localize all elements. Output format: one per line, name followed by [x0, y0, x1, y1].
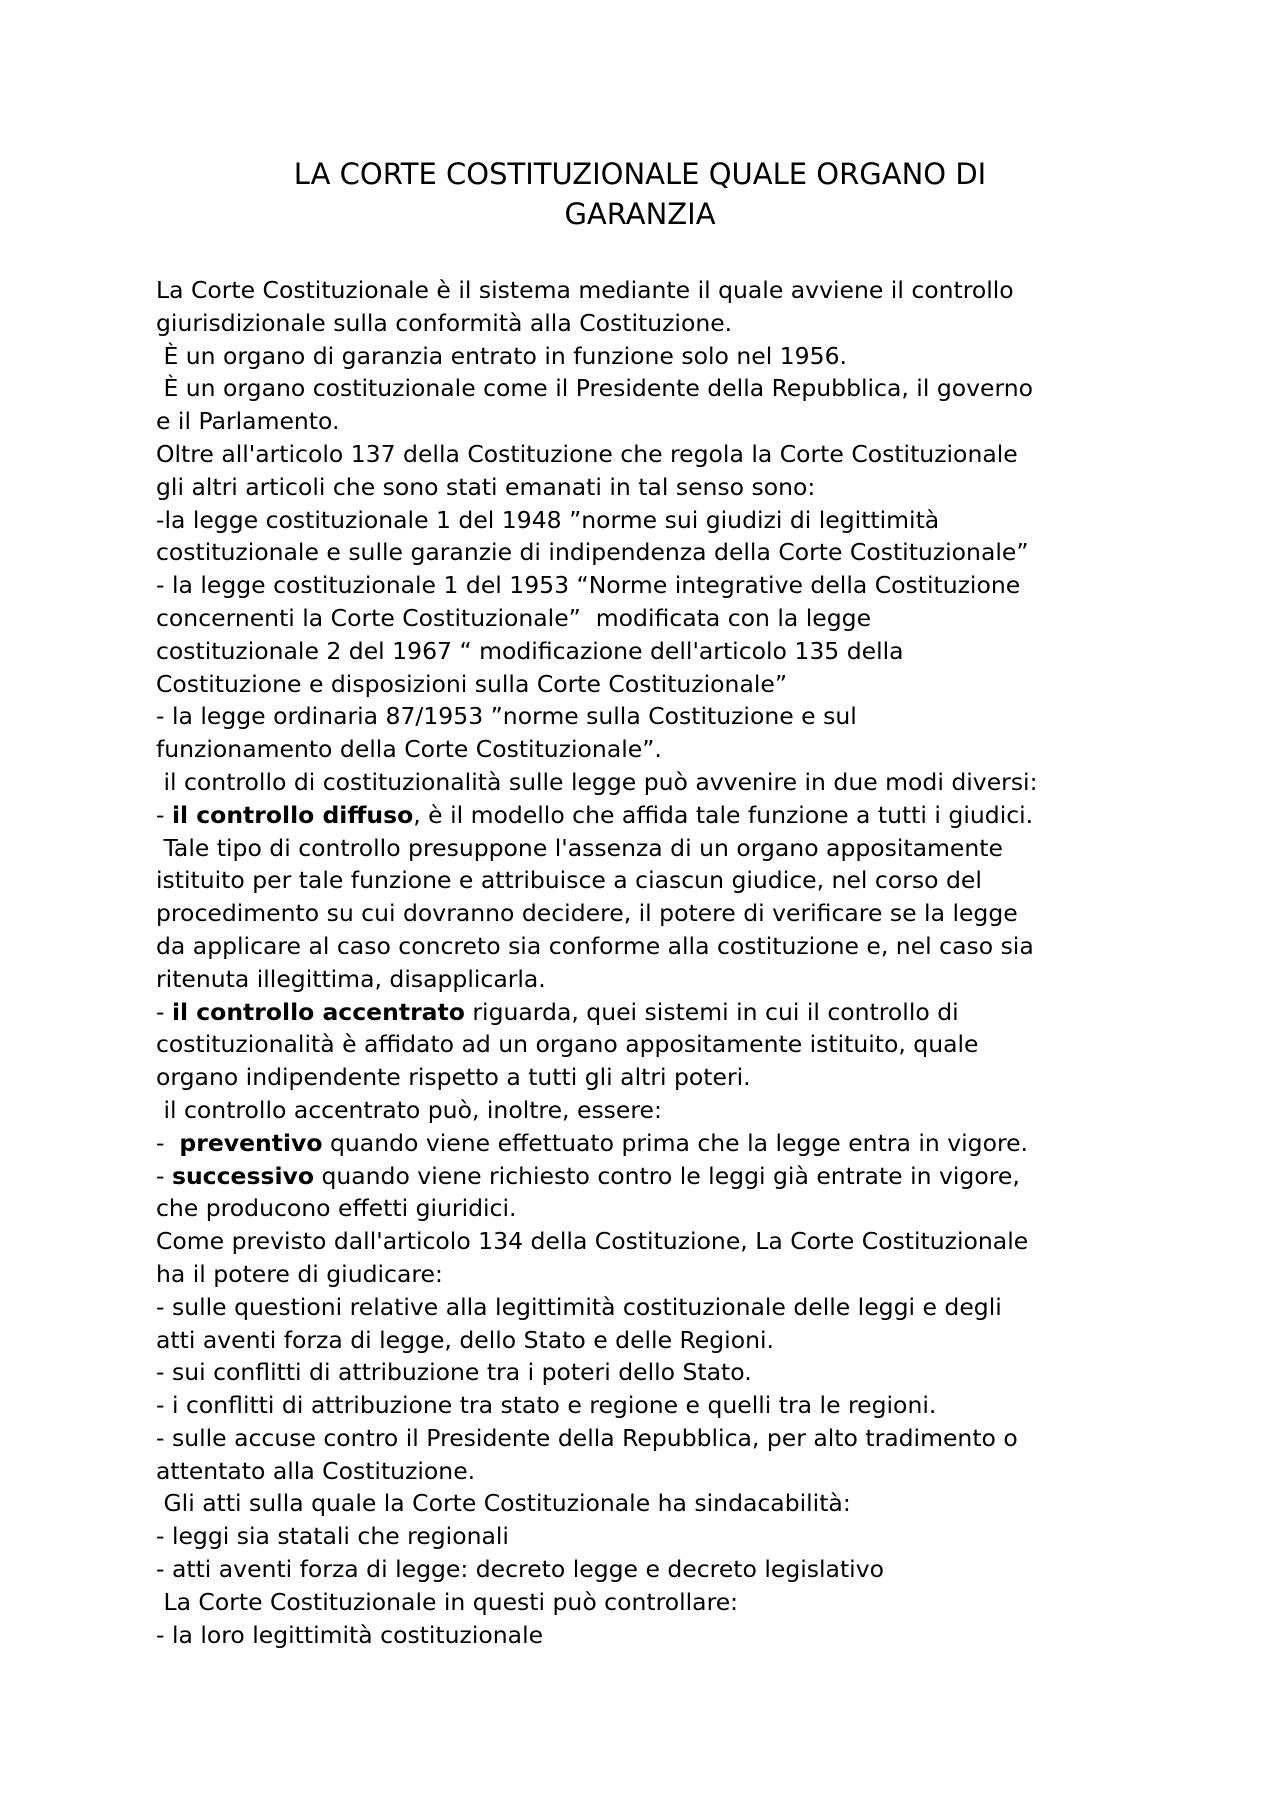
text-run: La Corte Costituzionale in questi può controllare: [156, 1587, 739, 1616]
body-line [156, 1586, 1156, 1619]
text-run: ritenuta illegittima, disapplicarla. [156, 964, 546, 993]
text-run: quando viene effettuato prima che la legge entra in vigore. [322, 1128, 1029, 1157]
body-line [156, 1455, 1156, 1488]
body-line [156, 1422, 1156, 1455]
text-run: procedimento su cui dovranno decidere, il potere di verificare se la legge [156, 899, 1018, 928]
bold-term: il controllo accentrato [171, 997, 465, 1026]
body-line [156, 700, 1156, 733]
text-run: costituzionale 2 del 1967 “ modificazione dell'articolo 135 della [156, 636, 904, 665]
text-run: il controllo accentrato può, inoltre, essere: [156, 1095, 662, 1124]
text-run: il controllo di costituzionalità sulle legge può avvenire in due modi diversi: [156, 767, 1038, 796]
body-line [156, 799, 1156, 832]
bold-term: successivo [171, 1161, 314, 1190]
body-line [156, 1389, 1156, 1422]
body-line [156, 1127, 1156, 1160]
title-line: LA CORTE COSTITUZIONALE QUALE ORGANO DI [293, 157, 987, 191]
body-line [156, 1619, 1156, 1652]
text-run: - la legge ordinaria 87/1953 ”norme sulla Costituzione e sul [156, 702, 857, 731]
text-run: da applicare al caso concreto sia conforme alla costituzione e, nel caso sia [156, 931, 1034, 960]
text-run: - sulle accuse contro il Presidente della Repubblica, per alto tradimento o [156, 1423, 1018, 1452]
text-run: - la loro legittimità costituzionale [156, 1620, 544, 1649]
text-run: quando viene richiesto contro le leggi già entrate in vigore, [313, 1161, 1020, 1190]
text-run: funzionamento della Corte Costituzionale”. [156, 735, 662, 764]
body-line [156, 996, 1156, 1029]
text-run: costituzionale e sulle garanzie di indipendenza della Corte Costituzionale” [156, 538, 1029, 567]
text-run: È un organo costituzionale come il Presidente della Repubblica, il governo [156, 374, 1034, 403]
text-run: - la legge costituzionale 1 del 1953 “Norme integrative della Costituzione [156, 571, 1021, 600]
text-run: La Corte Costituzionale è il sistema mediante il quale avviene il controllo [156, 276, 1014, 304]
text-run: - [156, 997, 172, 1026]
text-run: riguarda, quei sistemi in cui il controllo di [464, 997, 959, 1026]
body-line [156, 340, 1156, 373]
bold-term: il controllo diffuso [171, 800, 414, 829]
bold-term: preventivo [179, 1128, 323, 1157]
body-line [156, 832, 1156, 865]
body-line [156, 963, 1156, 996]
body-line [156, 1553, 1156, 1586]
text-run: e il Parlamento. [156, 407, 340, 436]
body-line [156, 897, 1156, 930]
body-line [156, 307, 1156, 340]
text-run: - [156, 1128, 180, 1157]
body-line [156, 536, 1156, 569]
body-line [156, 1160, 1156, 1193]
body-line [156, 766, 1156, 799]
body-line [156, 1356, 1156, 1389]
body-line [156, 1520, 1156, 1553]
text-run: Oltre all'articolo 137 della Costituzione che regola la Corte Costituzionale [156, 439, 1018, 468]
text-run: - atti aventi forza di legge: decreto legge e decreto legislativo [156, 1555, 884, 1584]
text-run: - [156, 1161, 172, 1190]
text-run: - sulle questioni relative alla legittimità costituzionale delle leggi e degli [156, 1292, 1002, 1321]
text-run: concernenti la Corte Costituzionale” modificata con la legge [156, 603, 872, 632]
text-run: Costituzione e disposizioni sulla Corte Costituzionale” [156, 669, 788, 698]
text-run: giurisdizionale sulla conformità alla Costituzione. [156, 308, 733, 337]
body-line [156, 1225, 1156, 1258]
body-line [156, 1291, 1156, 1324]
body-line [156, 504, 1156, 537]
text-run: ha il potere di giudicare: [156, 1259, 443, 1288]
document-title [150, 154, 1130, 234]
body-line [156, 733, 1156, 766]
body-line [156, 1061, 1156, 1094]
title-line: GARANZIA [564, 197, 716, 231]
body-line [156, 405, 1156, 438]
text-run: organo indipendente rispetto a tutti gli altri poteri. [156, 1063, 751, 1092]
text-run: istituito per tale funzione e attribuisce a ciascun giudice, nel corso del [156, 866, 982, 895]
text-run: - sui conflitti di attribuzione tra i poteri dello Stato. [156, 1358, 752, 1387]
body-line [156, 1192, 1156, 1225]
text-run: - [156, 800, 172, 829]
body-line [156, 1094, 1156, 1127]
body-line [156, 668, 1156, 701]
document-body [156, 274, 1156, 1651]
body-line [156, 471, 1156, 504]
text-run: che producono effetti giuridici. [156, 1194, 517, 1223]
text-run: gli altri articoli che sono stati emanati in tal senso sono: [156, 472, 816, 501]
body-line [156, 438, 1156, 471]
body-line [156, 635, 1156, 668]
body-line [156, 1324, 1156, 1357]
body-line [156, 569, 1156, 602]
text-run: - leggi sia statali che regionali [156, 1522, 509, 1551]
body-line [156, 1028, 1156, 1061]
text-run: Gli atti sulla quale la Corte Costituzionale ha sindacabilità: [156, 1489, 851, 1518]
text-run: attentato alla Costituzione. [156, 1456, 476, 1485]
body-line [156, 372, 1156, 405]
text-run: , è il modello che affida tale funzione a tutti i giudici. [413, 800, 1034, 829]
body-line [156, 930, 1156, 963]
text-run: - i conflitti di attribuzione tra stato e regione e quelli tra le regioni. [156, 1391, 937, 1420]
text-run: Come previsto dall'articolo 134 della Costituzione, La Corte Costituzionale [156, 1227, 1029, 1256]
body-line [156, 274, 1156, 307]
text-run: Tale tipo di controllo presuppone l'assenza di un organo appositamente [156, 833, 1003, 862]
text-run: costituzionalità è affidato ad un organo appositamente istituito, quale [156, 1030, 979, 1059]
body-line [156, 1487, 1156, 1520]
body-line [156, 1258, 1156, 1291]
body-line [156, 602, 1156, 635]
text-run: È un organo di garanzia entrato in funzione solo nel 1956. [156, 341, 847, 370]
text-run: atti aventi forza di legge, dello Stato e delle Regioni. [156, 1325, 774, 1354]
body-line [156, 864, 1156, 897]
text-run: -la legge costituzionale 1 del 1948 ”norme sui giudizi di legittimità [156, 505, 940, 534]
